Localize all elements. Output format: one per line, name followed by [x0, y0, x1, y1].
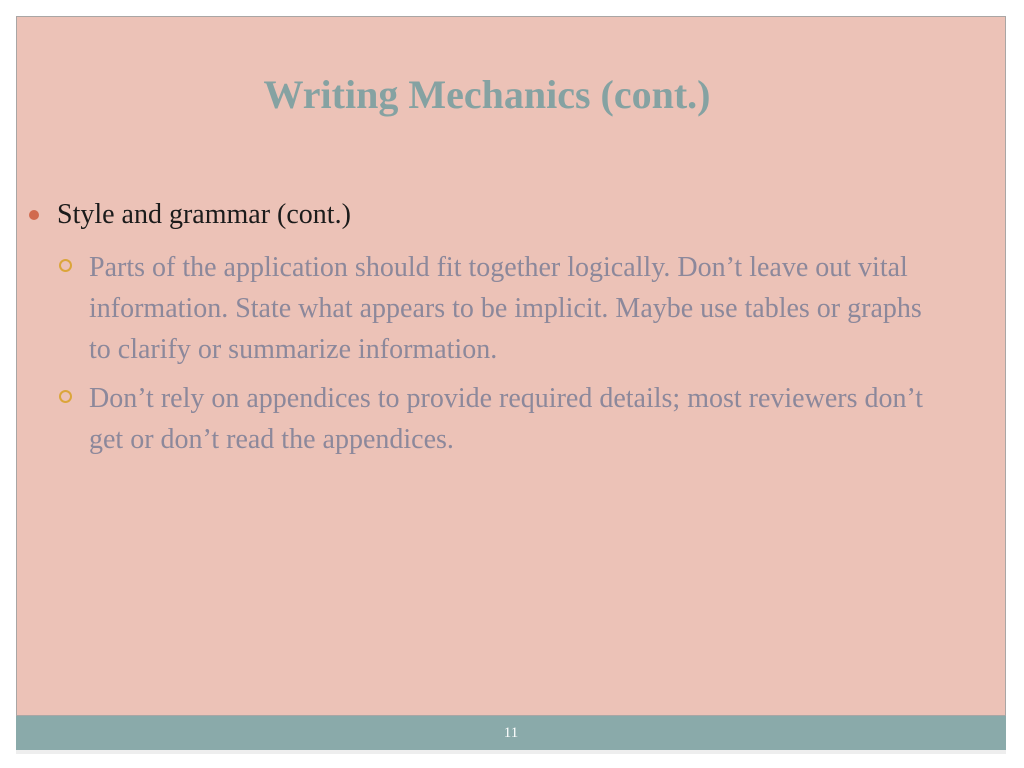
footer-bar	[16, 716, 1006, 750]
sub-bullet-item	[89, 378, 949, 460]
ring-bullet-icon	[59, 390, 72, 403]
bullet-text: Style and grammar (cont.)	[57, 199, 351, 230]
ring-bullet-icon	[59, 259, 72, 272]
sub-bullet-item	[89, 247, 949, 370]
slide	[16, 16, 1006, 716]
sub-bullet-text: Don’t rely on appendices to provide required details; most reviewers don’t get or don’t read the appendices.	[89, 383, 924, 455]
page-number: 11	[503, 725, 519, 741]
bullet-item	[57, 197, 957, 233]
bottom-divider	[16, 750, 1006, 754]
bullet-dot-icon	[29, 210, 39, 220]
slide-title: Writing Mechanics (cont.)	[263, 72, 711, 117]
sub-bullet-list	[89, 247, 949, 468]
sub-bullet-text: Parts of the application should fit together logically. Don’t leave out vital information. State what appears to be implicit. Maybe use tables or graphs to clarify or summarize information.	[89, 252, 922, 365]
